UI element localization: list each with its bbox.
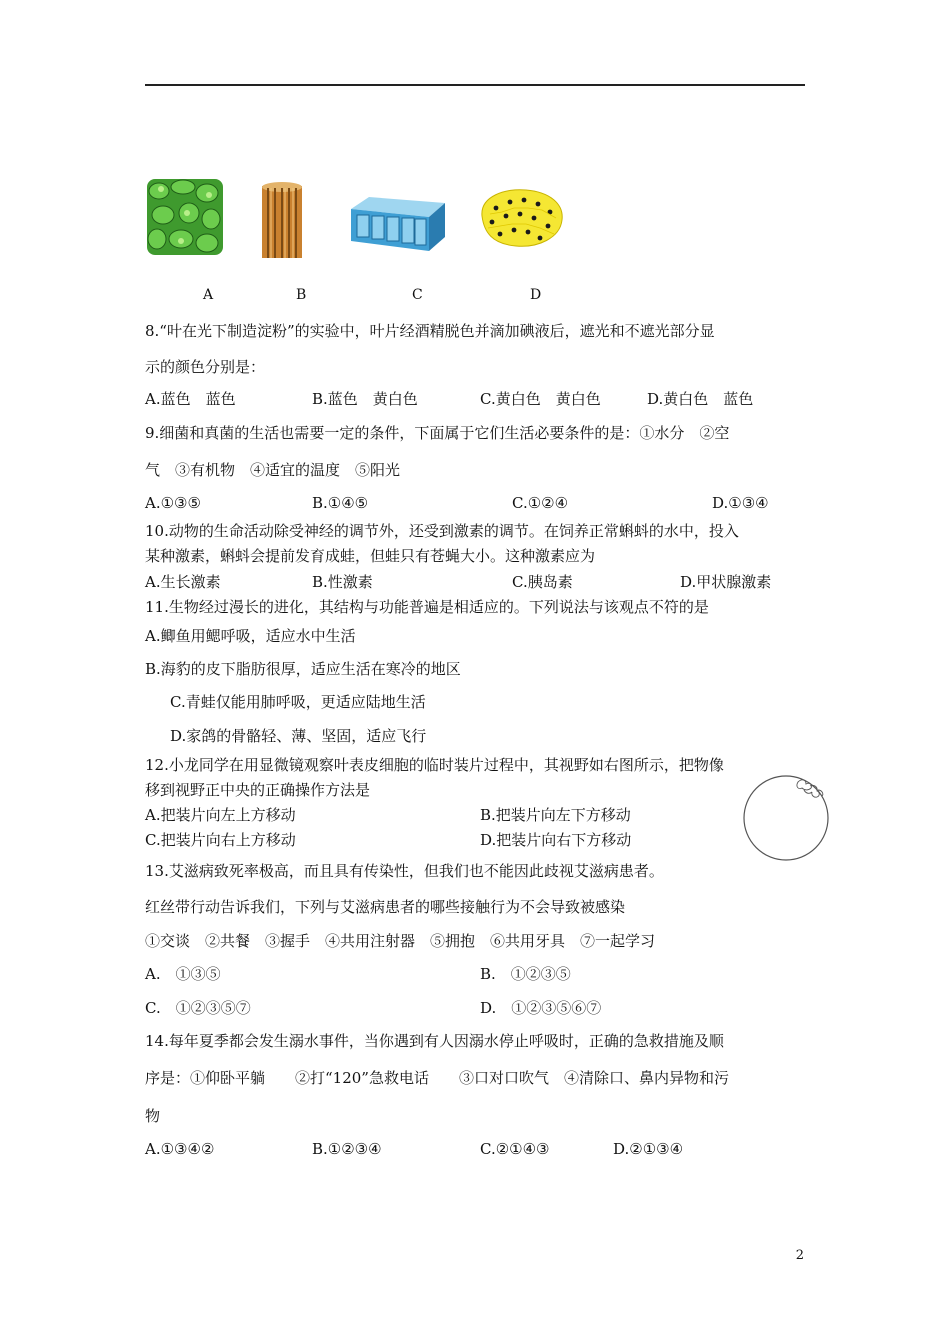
question-9-stem-line-2: 气 ③有机物 ④适宜的温度 ⑤阳光 [145, 461, 401, 479]
question-11-option-b: B.海豹的皮下脂肪很厚，适应生活在寒冷的地区 [145, 660, 461, 678]
question-13-stem-line-1: 13.艾滋病致死率极高，而且具有传染性，但我们也不能因此歧视艾滋病患者。 [145, 862, 664, 880]
question-12-option-b: B.把装片向左下方移动 [480, 806, 631, 824]
question-9-stem-line-1: 9.细菌和真菌的生活也需要一定的条件，下面属于它们生活必要条件的是：①水分 ②空 [145, 424, 730, 442]
question-13-option-c: C. ①②③⑤⑦ [145, 999, 251, 1017]
question-9-option-c: C.①②④ [512, 494, 569, 512]
question-14-stem-line-1: 14.每年夏季都会发生溺水事件，当你遇到有人因溺水停止呼吸时，正确的急救措施及顺 [145, 1032, 724, 1050]
question-11-option-c: C.青蛙仅能用肺呼吸，更适应陆地生活 [170, 693, 426, 711]
figure-c-epithelial-tissue [349, 195, 447, 253]
question-12-option-a: A.把装片向左上方移动 [145, 806, 296, 824]
question-10-option-b: B.性激素 [312, 573, 373, 591]
question-14-option-a: A.①③④② [145, 1140, 215, 1158]
question-8-option-b: B.蓝色 黄白色 [312, 390, 418, 408]
question-10-option-d: D.甲状腺激素 [680, 573, 772, 591]
figure-b-fiber-tissue [258, 180, 306, 260]
question-11-option-a: A.鲫鱼用鳃呼吸，适应水中生活 [145, 627, 356, 645]
figure-a-green-tissue [143, 175, 227, 259]
question-12-stem-line-2: 移到视野正中央的正确操作方法是 [145, 781, 371, 799]
question-10-option-a: A.生长激素 [145, 573, 221, 591]
question-8-stem-line-2: 示的颜色分别是： [145, 358, 266, 376]
figure-d-yellow-tissue [476, 186, 566, 250]
figure-label-d: D [530, 287, 542, 303]
question-10-option-c: C.胰岛素 [512, 573, 573, 591]
question-12-option-d: D.把装片向右下方移动 [480, 831, 632, 849]
microscope-field-of-view [740, 774, 832, 862]
question-8-option-a: A.蓝色 蓝色 [145, 390, 236, 408]
question-14-stem-line-2: 序是：①仰卧平躺 ②打“120”急救电话 ③口对口吹气 ④清除口、鼻内异物和污 [145, 1069, 729, 1087]
question-10-stem-line-2: 某种激素，蝌蚪会提前发育成蛙，但蛙只有苍蝇大小。这种激素应为 [145, 547, 596, 565]
question-12-option-c: C.把装片向右上方移动 [145, 831, 296, 849]
question-13-stem-line-2: 红丝带行动告诉我们，下列与艾滋病患者的哪些接触行为不会导致被感染 [145, 898, 626, 916]
question-9-option-a: A.①③⑤ [145, 494, 201, 512]
question-14-stem-line-3: 物 [145, 1107, 161, 1125]
question-14-option-d: D.②①③④ [613, 1140, 684, 1158]
question-13-option-a: A. ①③⑤ [145, 965, 221, 983]
question-13-stem-line-3: ①交谈 ②共餐 ③握手 ④共用注射器 ⑤拥抱 ⑥共用牙具 ⑦一起学习 [145, 932, 656, 950]
figure-label-b: B [296, 287, 307, 303]
question-13-option-d: D. ①②③⑤⑥⑦ [480, 999, 602, 1017]
page-number: 2 [795, 1248, 804, 1263]
question-10-stem-line-1: 10.动物的生命活动除受神经的调节外，还受到激素的调节。在饲养正常蝌蚪的水中，投入 [145, 522, 739, 540]
question-14-option-c: C.②①④③ [480, 1140, 550, 1158]
question-11-option-d: D.家鸽的骨骼轻、薄、坚固，适应飞行 [170, 727, 427, 745]
question-8-option-c: C.黄白色 黄白色 [480, 390, 601, 408]
figure-label-a: A [203, 287, 214, 303]
question-9-option-d: D.①③④ [712, 494, 769, 512]
question-8-option-d: D.黄白色 蓝色 [647, 390, 754, 408]
question-9-option-b: B.①④⑤ [312, 494, 369, 512]
figure-label-c: C [412, 287, 423, 303]
header-rule [145, 84, 805, 86]
question-12-stem-line-1: 12.小龙同学在用显微镜观察叶表皮细胞的临时装片过程中，其视野如右图所示，把物像 [145, 756, 724, 774]
question-8-stem-line-1: 8.“叶在光下制造淀粉”的实验中，叶片经酒精脱色并滴加碘液后，遮光和不遮光部分显 [145, 322, 715, 340]
question-14-option-b: B.①②③④ [312, 1140, 382, 1158]
question-11-stem: 11.生物经过漫长的进化，其结构与功能普遍是相适应的。下列说法与该观点不符的是 [145, 598, 709, 616]
question-13-option-b: B. ①②③⑤ [480, 965, 571, 983]
